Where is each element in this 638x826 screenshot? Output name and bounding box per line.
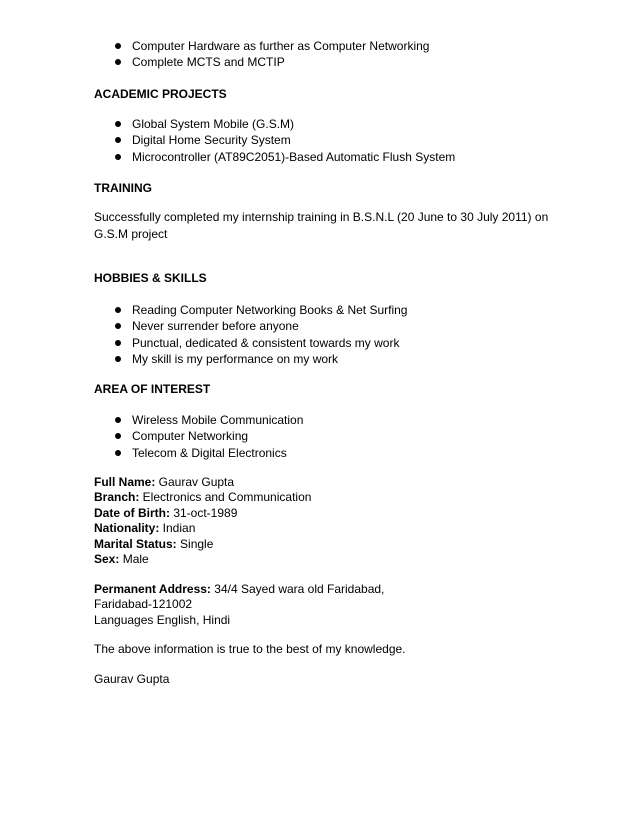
- sex-label: Sex:: [94, 552, 120, 566]
- marital-status-label: Marital Status:: [94, 537, 177, 551]
- signature-name: Gaurav Gupta: [94, 672, 170, 686]
- branch-label: Branch:: [94, 490, 140, 504]
- bullet-icon: [115, 121, 121, 127]
- full-name-row: [94, 475, 234, 491]
- skills-list: [113, 38, 429, 71]
- hobbies-skills-heading: HOBBIES & SKILLS: [94, 271, 207, 285]
- full-name-label: Full Name:: [94, 475, 156, 489]
- training-text-line-2: G.S.M project: [94, 227, 168, 241]
- bullet-icon: [115, 154, 121, 160]
- bullet-icon: [115, 59, 121, 65]
- permanent-address-value: 34/4 Sayed wara old Faridabad,: [210, 582, 385, 596]
- sex-value: Male: [119, 552, 149, 566]
- list-item: Computer Hardware as further as Computer Networking: [113, 38, 429, 54]
- nationality-row: [94, 521, 195, 537]
- marital-status-row: [94, 537, 213, 553]
- bullet-icon: [115, 137, 121, 143]
- list-item: Wireless Mobile Communication: [113, 412, 303, 428]
- academic-projects-list: [113, 116, 455, 165]
- bullet-icon: [115, 307, 121, 313]
- list-item: Global System Mobile (G.S.M): [113, 116, 455, 132]
- hobbies-skills-list: [113, 302, 407, 367]
- list-item: Never surrender before anyone: [113, 318, 407, 334]
- list-item: Computer Networking: [113, 428, 303, 444]
- training-heading: TRAINING: [94, 181, 152, 195]
- marital-status-value: Single: [176, 537, 214, 551]
- bullet-icon: [115, 450, 121, 456]
- bullet-icon: [115, 417, 121, 423]
- area-of-interest-list: [113, 412, 303, 461]
- list-item: My skill is my performance on my work: [113, 351, 407, 367]
- dob-label: Date of Birth:: [94, 506, 170, 520]
- languages-line: Languages English, Hindi: [94, 613, 231, 627]
- permanent-address-label: Permanent Address:: [94, 582, 211, 596]
- bullet-icon: [115, 43, 121, 49]
- sex-row: [94, 552, 149, 568]
- list-item: Telecom & Digital Electronics: [113, 445, 303, 461]
- bullet-icon: [115, 323, 121, 329]
- academic-projects-heading: ACADEMIC PROJECTS: [94, 87, 227, 101]
- bullet-icon: [115, 433, 121, 439]
- list-item: Microcontroller (AT89C2051)-Based Automatic Flush System: [113, 149, 455, 165]
- area-of-interest-heading: AREA OF INTEREST: [94, 382, 211, 396]
- list-item: Digital Home Security System: [113, 132, 455, 148]
- list-item: Reading Computer Networking Books & Net Surfing: [113, 302, 407, 318]
- nationality-value: Indian: [159, 521, 196, 535]
- dob-row: [94, 506, 237, 522]
- list-item: Complete MCTS and MCTIP: [113, 54, 429, 70]
- declaration-text: The above information is true to the best of my knowledge.: [94, 642, 406, 656]
- nationality-label: Nationality:: [94, 521, 160, 535]
- address-line-2: Faridabad-121002: [94, 597, 193, 611]
- permanent-address-row: [94, 582, 384, 598]
- dob-value: 31-oct-1989: [170, 506, 238, 520]
- list-item: Punctual, dedicated & consistent towards my work: [113, 335, 407, 351]
- bullet-icon: [115, 340, 121, 346]
- training-text-line-1: Successfully completed my internship training in B.S.N.L (20 June to 30 July 2011) on: [94, 210, 549, 224]
- branch-row: [94, 490, 311, 506]
- bullet-icon: [115, 356, 121, 362]
- branch-value: Electronics and Communication: [139, 490, 312, 504]
- full-name-value: Gaurav Gupta: [155, 475, 235, 489]
